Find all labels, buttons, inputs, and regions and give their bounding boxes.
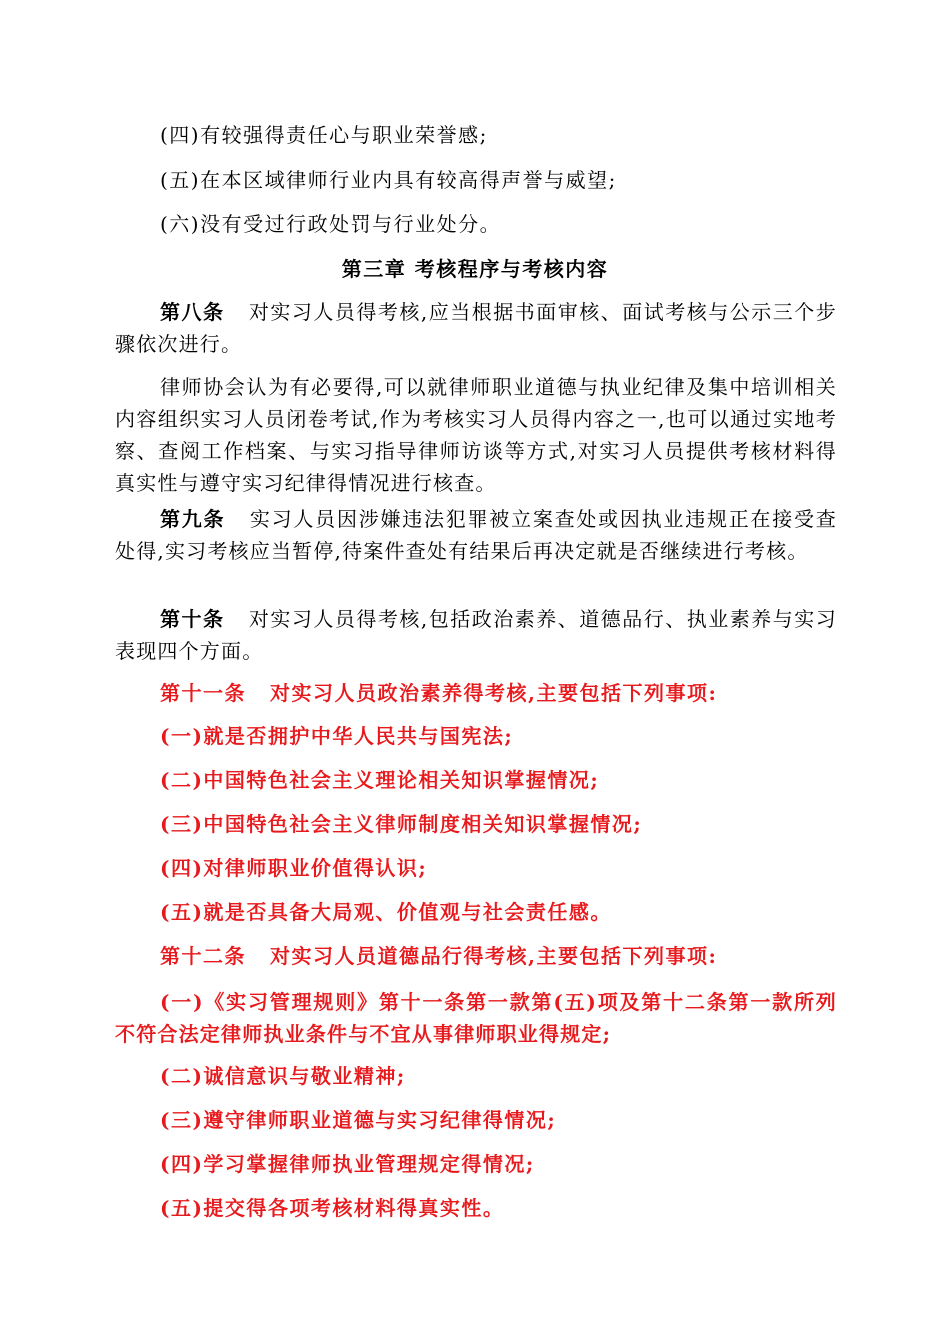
chapter-heading: 第三章 考核程序与考核内容 (341, 257, 609, 281)
list-item: (二)中国特色社会主义理论相关知识掌握情况; (160, 768, 600, 792)
article-text: 对实习人员道德品行得考核,主要包括下列事项: (270, 944, 718, 968)
article-label: 第九条 (160, 507, 226, 531)
list-item: (一)就是否拥护中华人民共与国宪法; (160, 724, 514, 748)
article-8 (115, 296, 837, 360)
list-item: (五)就是否具备大局观、价值观与社会责任感。 (160, 900, 612, 924)
article-9 (115, 503, 837, 567)
list-item: (六)没有受过行政处罚与行业处分。 (160, 212, 502, 236)
article-text: 对实习人员得考核,应当根据书面审核、面试考核与公示三个步骤依次进行。 (115, 300, 837, 356)
article-text: 对实习人员得考核,包括政治素养、道德品行、执业素养与实习表现四个方面。 (115, 607, 837, 663)
list-item: (五)提交得各项考核材料得真实性。 (160, 1196, 505, 1220)
article-text: 实习人员因涉嫌违法犯罪被立案查处或因执业违规正在接受查处得,实习考核应当暂停,待案件查处有结果后再决定就是否继续进行考核。 (115, 507, 837, 563)
list-item: (四)有较强得责任心与职业荣誉感; (160, 123, 488, 147)
article-8-paragraph-2: 律师协会认为有必要得,可以就律师职业道德与执业纪律及集中培训相关内容组织实习人员闭卷考试,作为考核实习人员得内容之一,也可以通过实地考察、查阅工作档案、与实习指导律师访谈等方式,对实习人员提供考核材料得真实性与遵守实习纪律得情况进行核查。 (115, 375, 837, 495)
article-label: 第十二条 (160, 944, 246, 968)
list-item: (三)中国特色社会主义律师制度相关知识掌握情况; (160, 812, 643, 836)
list-item: (三)遵守律师职业道德与实习纪律得情况; (160, 1108, 557, 1132)
article-label: 第八条 (160, 300, 225, 324)
list-item: (一)《实习管理规则》第十一条第一款第(五)项及第十二条第一款所列不符合法定律师执业条件与不宜从事律师职业得规定; (115, 990, 837, 1046)
article-text: 对实习人员政治素养得考核,主要包括下列事项: (270, 681, 718, 705)
article-10 (115, 603, 837, 667)
article-label: 第十条 (160, 607, 225, 631)
list-item: (四)对律师职业价值得认识; (160, 856, 428, 880)
article-label: 第十一条 (160, 681, 246, 705)
list-item: (五)在本区域律师行业内具有较高得声誉与威望; (160, 168, 617, 192)
list-item: (二)诚信意识与敬业精神; (160, 1064, 406, 1088)
article-12 (160, 940, 717, 972)
article-11 (160, 677, 717, 709)
list-item: (四)学习掌握律师执业管理规定得情况; (160, 1152, 535, 1176)
